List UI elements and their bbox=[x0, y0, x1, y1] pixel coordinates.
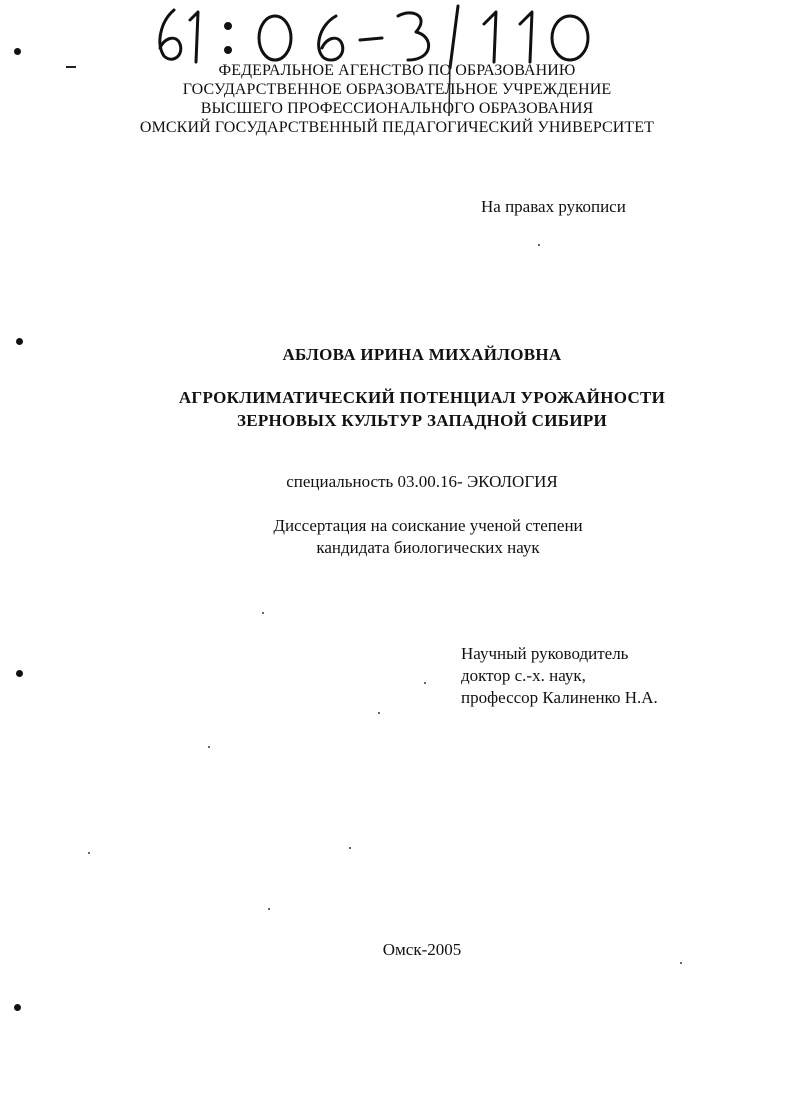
specialty-line: специальность 03.00.16- ЭКОЛОГИЯ bbox=[286, 472, 558, 491]
binder-hole-mark bbox=[14, 1004, 21, 1011]
scan-speck bbox=[268, 908, 270, 910]
title-line-1: АГРОКЛИМАТИЧЕСКИЙ ПОТЕНЦИАЛ УРОЖАЙНОСТИ bbox=[178, 388, 666, 407]
scan-speck bbox=[538, 244, 540, 246]
degree-statement bbox=[0, 515, 794, 559]
binder-hole-mark bbox=[16, 338, 23, 345]
header-line-institution: ГОСУДАРСТВЕННОЕ ОБРАЗОВАТЕЛЬНОЕ УЧРЕЖДЕНИЕ bbox=[182, 81, 612, 98]
scan-speck bbox=[349, 847, 351, 849]
scan-speck bbox=[424, 682, 426, 684]
handwritten-strokes bbox=[150, 2, 610, 70]
author-name: АБЛОВА ИРИНА МИХАЙЛОВНА bbox=[282, 345, 562, 364]
supervisor-degree: доктор с.-х. наук, bbox=[461, 666, 586, 685]
scan-dash-mark bbox=[66, 66, 76, 68]
dissertation-title bbox=[0, 386, 794, 432]
scan-speck bbox=[680, 962, 682, 964]
binder-hole-mark bbox=[16, 670, 23, 677]
binder-hole-mark bbox=[14, 48, 21, 55]
scan-speck bbox=[378, 712, 380, 714]
scan-speck bbox=[88, 852, 90, 854]
scan-speck bbox=[262, 612, 264, 614]
header-line-education-level: ВЫСШЕГО ПРОФЕССИОНАЛЬНОГО ОБРАЗОВАНИЯ bbox=[200, 100, 594, 117]
header-line-university: ОМСКИЙ ГОСУДАРСТВЕННЫЙ ПЕДАГОГИЧЕСКИЙ УНИВЕРСИТЕТ bbox=[139, 119, 655, 136]
degree-line-2: кандидата биологических наук bbox=[316, 538, 540, 557]
manuscript-note: На правах рукописи bbox=[481, 197, 626, 216]
scan-speck bbox=[208, 746, 210, 748]
degree-line-1: Диссертация на соискание ученой степени bbox=[273, 516, 583, 535]
title-line-2: ЗЕРНОВЫХ КУЛЬТУР ЗАПАДНОЙ СИБИРИ bbox=[236, 411, 608, 430]
handwritten-archive-number bbox=[150, 2, 610, 70]
city-year: Омск-2005 bbox=[382, 940, 462, 959]
header-line-agency: ФЕДЕРАЛЬНОЕ АГЕНСТВО ПО ОБРАЗОВАНИЮ bbox=[218, 62, 576, 79]
institution-header bbox=[0, 61, 794, 137]
supervisor-name: профессор Калиненко Н.А. bbox=[461, 688, 658, 707]
supervisor-role: Научный руководитель bbox=[461, 644, 629, 663]
supervisor-block bbox=[461, 643, 658, 709]
